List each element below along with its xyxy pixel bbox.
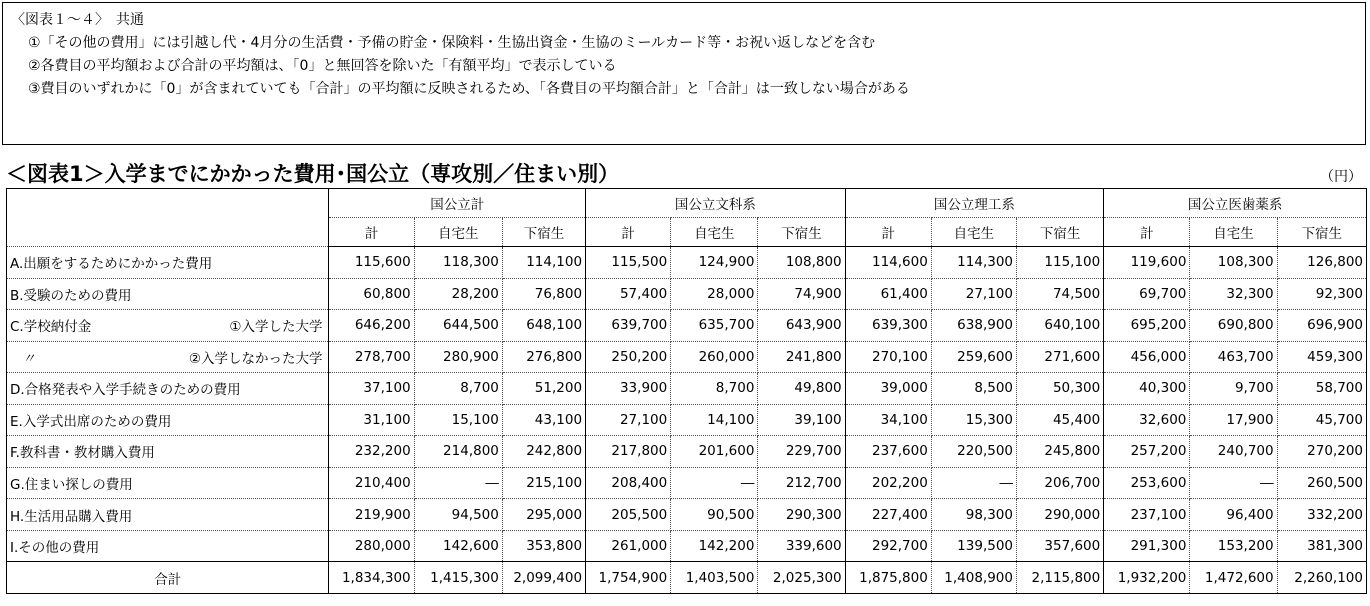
- value-cell: 241,800: [758, 341, 845, 373]
- value-cell: 114,100: [502, 247, 585, 279]
- value-cell: 459,300: [1277, 341, 1366, 373]
- value-cell: 32,600: [1104, 404, 1190, 436]
- category-header-blank: [7, 189, 329, 247]
- row-label: E.入学式出席のための費用: [10, 413, 172, 430]
- group-header: 国公立理工系: [845, 189, 1104, 218]
- row-label: I.その他の費用: [10, 540, 100, 557]
- value-cell: 357,600: [1017, 530, 1104, 562]
- common-notes-box: [2, 2, 1366, 145]
- row-label-cell: [7, 310, 329, 342]
- value-cell: 8,700: [414, 373, 502, 405]
- value-cell: 115,600: [329, 247, 414, 279]
- value-cell: 353,800: [502, 530, 585, 562]
- table-title-row: [6, 158, 1368, 188]
- value-cell: 245,800: [1017, 436, 1104, 468]
- value-cell: 37,100: [329, 373, 414, 405]
- value-cell: 108,800: [758, 247, 845, 279]
- notes-heading: 〈図表１～４〉 共通: [11, 12, 144, 28]
- total-value-cell: 1,408,900: [931, 562, 1016, 594]
- row-sub-label: ①入学した大学: [229, 319, 323, 336]
- table-row: [7, 436, 1367, 468]
- value-cell: 205,500: [586, 499, 671, 531]
- value-cell: 114,600: [845, 247, 931, 279]
- row-label: 〃: [22, 350, 36, 367]
- total-value-cell: 1,403,500: [671, 562, 758, 594]
- value-cell: 114,300: [931, 247, 1016, 279]
- value-cell: 27,100: [586, 404, 671, 436]
- value-cell: 276,800: [502, 341, 585, 373]
- value-cell: 210,400: [329, 467, 414, 499]
- value-cell: 640,100: [1017, 310, 1104, 342]
- value-cell: 639,700: [586, 310, 671, 342]
- total-value-cell: 2,115,800: [1017, 562, 1104, 594]
- value-cell: 242,800: [502, 436, 585, 468]
- sub-header: 計: [586, 218, 671, 247]
- value-cell: 644,500: [414, 310, 502, 342]
- value-cell: 124,900: [671, 247, 758, 279]
- value-cell: 45,700: [1277, 404, 1366, 436]
- value-cell: 295,000: [502, 499, 585, 531]
- value-cell: 257,200: [1104, 436, 1190, 468]
- value-cell: 32,300: [1190, 278, 1277, 310]
- value-cell: 92,300: [1277, 278, 1366, 310]
- value-cell: 39,100: [758, 404, 845, 436]
- table-title: ＜図表1＞入学までにかかった費用･国公立（専攻別／住まい別）: [6, 162, 620, 186]
- table-row: [7, 310, 1367, 342]
- value-cell: 332,200: [1277, 499, 1366, 531]
- value-cell: 280,000: [329, 530, 414, 562]
- value-cell: 290,300: [758, 499, 845, 531]
- value-cell: 271,600: [1017, 341, 1104, 373]
- value-cell: 108,300: [1190, 247, 1277, 279]
- value-cell: 635,700: [671, 310, 758, 342]
- value-cell: 291,300: [1104, 530, 1190, 562]
- value-cell: 292,700: [845, 530, 931, 562]
- cost-table: [6, 188, 1367, 594]
- total-value-cell: 1,472,600: [1190, 562, 1277, 594]
- value-cell: 240,700: [1190, 436, 1277, 468]
- value-cell: 34,100: [845, 404, 931, 436]
- value-cell: 339,600: [758, 530, 845, 562]
- total-value-cell: 1,834,300: [329, 562, 414, 594]
- value-cell: 219,900: [329, 499, 414, 531]
- row-sub-label: ②入学しなかった大学: [188, 350, 323, 367]
- value-cell: 278,700: [329, 341, 414, 373]
- value-cell: 261,000: [586, 530, 671, 562]
- value-cell: 126,800: [1277, 247, 1366, 279]
- row-label: B.受験のための費用: [10, 287, 132, 304]
- value-cell: 118,300: [414, 247, 502, 279]
- total-value-cell: 1,415,300: [414, 562, 502, 594]
- sub-header: 下宿生: [758, 218, 845, 247]
- value-cell: 60,800: [329, 278, 414, 310]
- group-header: 国公立計: [329, 189, 586, 218]
- value-cell: 115,500: [586, 247, 671, 279]
- value-cell: 648,100: [502, 310, 585, 342]
- table-row: [7, 373, 1367, 405]
- value-cell: 31,100: [329, 404, 414, 436]
- row-label-cell: [7, 373, 329, 405]
- row-label-cell: [7, 436, 329, 468]
- total-label: 合計: [7, 562, 329, 594]
- sub-header: 計: [329, 218, 414, 247]
- row-label-cell: [7, 467, 329, 499]
- group-header: 国公立文科系: [586, 189, 846, 218]
- value-cell: 237,600: [845, 436, 931, 468]
- value-cell: 28,000: [671, 278, 758, 310]
- value-cell: 217,800: [586, 436, 671, 468]
- value-cell: 280,900: [414, 341, 502, 373]
- value-cell: 638,900: [931, 310, 1016, 342]
- value-cell: 28,200: [414, 278, 502, 310]
- value-cell: 270,100: [845, 341, 931, 373]
- value-cell: 153,200: [1190, 530, 1277, 562]
- value-cell: 74,500: [1017, 278, 1104, 310]
- value-cell: 94,500: [414, 499, 502, 531]
- value-cell: 260,500: [1277, 467, 1366, 499]
- value-cell: 220,500: [931, 436, 1016, 468]
- value-cell: 58,700: [1277, 373, 1366, 405]
- value-cell: 381,300: [1277, 530, 1366, 562]
- value-cell: 208,400: [586, 467, 671, 499]
- total-row: [7, 562, 1367, 594]
- value-cell: 98,300: [931, 499, 1016, 531]
- value-cell: 49,800: [758, 373, 845, 405]
- value-cell: 96,400: [1190, 499, 1277, 531]
- value-cell: 57,400: [586, 278, 671, 310]
- value-cell: 646,200: [329, 310, 414, 342]
- note-item-3: ③費目のいずれかに「0」が含まれていても「合計」の平均額に反映されるため、「各費目の平均額合計」と「合計」は一致しない場合がある: [28, 81, 910, 97]
- value-cell: 237,100: [1104, 499, 1190, 531]
- total-value-cell: 1,932,200: [1104, 562, 1190, 594]
- row-label: F.教科書・教材購入費用: [10, 445, 155, 462]
- group-header-row: [7, 189, 1367, 218]
- value-cell: 33,900: [586, 373, 671, 405]
- row-label-cell: [7, 341, 329, 373]
- row-label-cell: [7, 499, 329, 531]
- value-cell: 15,300: [931, 404, 1016, 436]
- value-cell: 51,200: [502, 373, 585, 405]
- sub-header: 計: [845, 218, 931, 247]
- value-cell: 463,700: [1190, 341, 1277, 373]
- value-cell: 27,100: [931, 278, 1016, 310]
- group-header: 国公立医歯薬系: [1104, 189, 1367, 218]
- table-row: [7, 499, 1367, 531]
- row-label-cell: [7, 530, 329, 562]
- value-cell: 17,900: [1190, 404, 1277, 436]
- value-cell: 142,200: [671, 530, 758, 562]
- row-label: G.住まい探しの費用: [10, 476, 133, 493]
- value-cell: 43,100: [502, 404, 585, 436]
- table-row: [7, 341, 1367, 373]
- value-cell: 260,000: [671, 341, 758, 373]
- table-row: [7, 278, 1367, 310]
- sub-header: 計: [1104, 218, 1190, 247]
- value-cell: 253,600: [1104, 467, 1190, 499]
- value-cell: 202,200: [845, 467, 931, 499]
- value-cell: 695,200: [1104, 310, 1190, 342]
- sub-header: 下宿生: [1017, 218, 1104, 247]
- row-label: H.生活用品購入費用: [10, 508, 133, 525]
- table-row: [7, 530, 1367, 562]
- total-value-cell: 1,875,800: [845, 562, 931, 594]
- value-cell: 270,200: [1277, 436, 1366, 468]
- value-cell: 45,400: [1017, 404, 1104, 436]
- value-cell: 215,100: [502, 467, 585, 499]
- value-cell: 15,100: [414, 404, 502, 436]
- value-cell: ―: [931, 467, 1016, 499]
- row-label-cell: [7, 404, 329, 436]
- table-row: [7, 404, 1367, 436]
- value-cell: 139,500: [931, 530, 1016, 562]
- total-value-cell: 2,260,100: [1277, 562, 1366, 594]
- value-cell: 61,400: [845, 278, 931, 310]
- row-label-cell: [7, 247, 329, 279]
- total-value-cell: 2,099,400: [502, 562, 585, 594]
- total-value-cell: 1,754,900: [586, 562, 671, 594]
- value-cell: 206,700: [1017, 467, 1104, 499]
- sub-header: 自宅生: [1190, 218, 1277, 247]
- sub-header: 自宅生: [414, 218, 502, 247]
- value-cell: 76,800: [502, 278, 585, 310]
- value-cell: 229,700: [758, 436, 845, 468]
- sub-header: 自宅生: [671, 218, 758, 247]
- value-cell: 8,500: [931, 373, 1016, 405]
- note-item-1: ①「その他の費用」には引越し代・4月分の生活費・予備の貯金・保険料・生協出資金・生協のミールカード等・お祝い返しなどを含む: [28, 35, 876, 51]
- value-cell: 290,000: [1017, 499, 1104, 531]
- value-cell: 115,100: [1017, 247, 1104, 279]
- table-row: [7, 247, 1367, 279]
- value-cell: 119,600: [1104, 247, 1190, 279]
- value-cell: 227,400: [845, 499, 931, 531]
- value-cell: 690,800: [1190, 310, 1277, 342]
- value-cell: 250,200: [586, 341, 671, 373]
- value-cell: 232,200: [329, 436, 414, 468]
- row-label-cell: [7, 278, 329, 310]
- total-value-cell: 2,025,300: [758, 562, 845, 594]
- value-cell: ―: [1190, 467, 1277, 499]
- value-cell: 142,600: [414, 530, 502, 562]
- value-cell: 639,300: [845, 310, 931, 342]
- sub-header: 下宿生: [502, 218, 585, 247]
- value-cell: 212,700: [758, 467, 845, 499]
- row-label: C.学校納付金: [10, 319, 92, 336]
- sub-header: 自宅生: [931, 218, 1016, 247]
- sub-header: 下宿生: [1277, 218, 1366, 247]
- value-cell: 69,700: [1104, 278, 1190, 310]
- value-cell: 14,100: [671, 404, 758, 436]
- value-cell: 39,000: [845, 373, 931, 405]
- value-cell: ―: [671, 467, 758, 499]
- unit-label: （円）: [1320, 169, 1362, 185]
- value-cell: 696,900: [1277, 310, 1366, 342]
- value-cell: 643,900: [758, 310, 845, 342]
- value-cell: 201,600: [671, 436, 758, 468]
- value-cell: 40,300: [1104, 373, 1190, 405]
- value-cell: 8,700: [671, 373, 758, 405]
- value-cell: ―: [414, 467, 502, 499]
- value-cell: 50,300: [1017, 373, 1104, 405]
- value-cell: 456,000: [1104, 341, 1190, 373]
- value-cell: 74,900: [758, 278, 845, 310]
- value-cell: 214,800: [414, 436, 502, 468]
- table-row: [7, 467, 1367, 499]
- value-cell: 90,500: [671, 499, 758, 531]
- note-item-2: ②各費目の平均額および合計の平均額は、「0」と無回答を除いた「有額平均」で表示している: [28, 58, 617, 74]
- value-cell: 9,700: [1190, 373, 1277, 405]
- row-label: D.合格発表や入学手続きのための費用: [10, 382, 241, 399]
- row-label: A.出願をするためにかかった費用: [10, 256, 213, 273]
- value-cell: 259,600: [931, 341, 1016, 373]
